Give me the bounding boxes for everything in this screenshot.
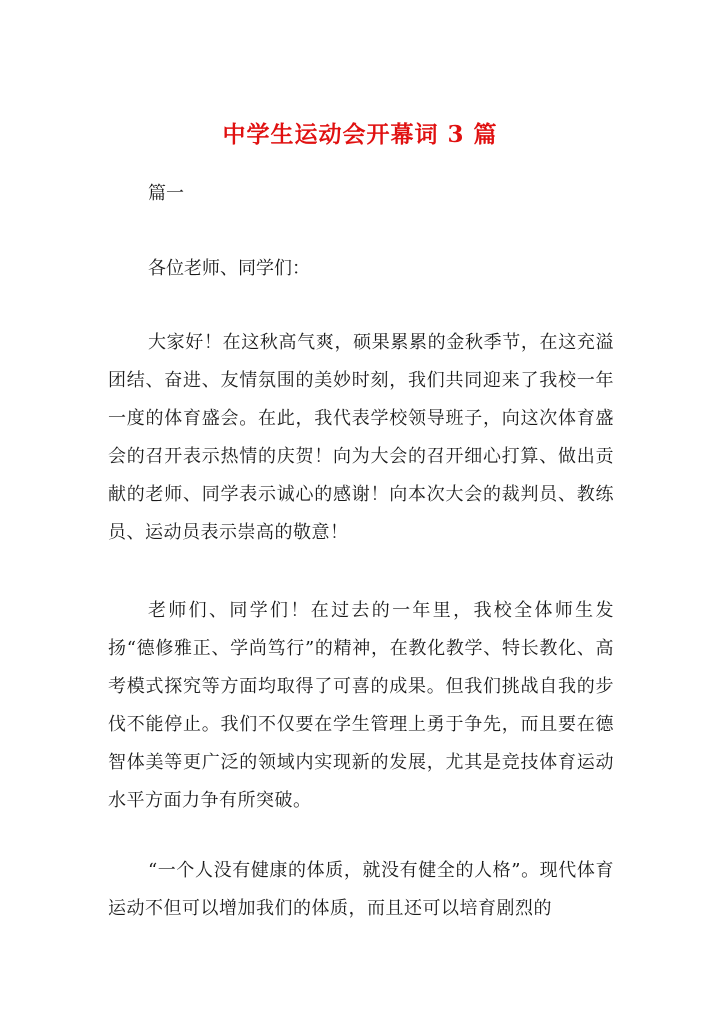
section-label: 篇一 [148,183,184,204]
paragraph-2: 老师们、同学们！在过去的一年里，我校全体师生发扬“德修雅正、学尚笃行”的精神，在教化教学、特长教化、高考模式探究等方面均取得了可喜的成果。但我们挑战自我的步伐不能停止。我们不仅要在学生管理上勇于争先，而且要在德智体美等更广泛的领域内实现新的发展，尤其是竞技体育运动水平方面力争有所突破。 [108,600,614,811]
paragraph-3: “一个人没有健康的体质，就没有健全的人格”。现代体育运动不但可以增加我们的体质，而且还可以培育剧烈的 [108,860,614,919]
document-title: 中学生运动会开幕词 3 篇 [222,121,498,148]
greeting: 各位老师、同学们： [148,258,310,279]
paragraph-1: 大家好！在这秋高气爽，硕果累累的金秋季节，在这充溢团结、奋进、友情氛围的美妙时刻，我们共同迎来了我校一年一度的体育盛会。在此，我代表学校领导班子，向这次体育盛会的召开表示热情的庆贺！向为大会的召开细心打算、做出贡献的老师、同学表示诚心的感谢！向本次大会的裁判员、教练员、运动员表示崇高的敬意！ [108,332,614,543]
